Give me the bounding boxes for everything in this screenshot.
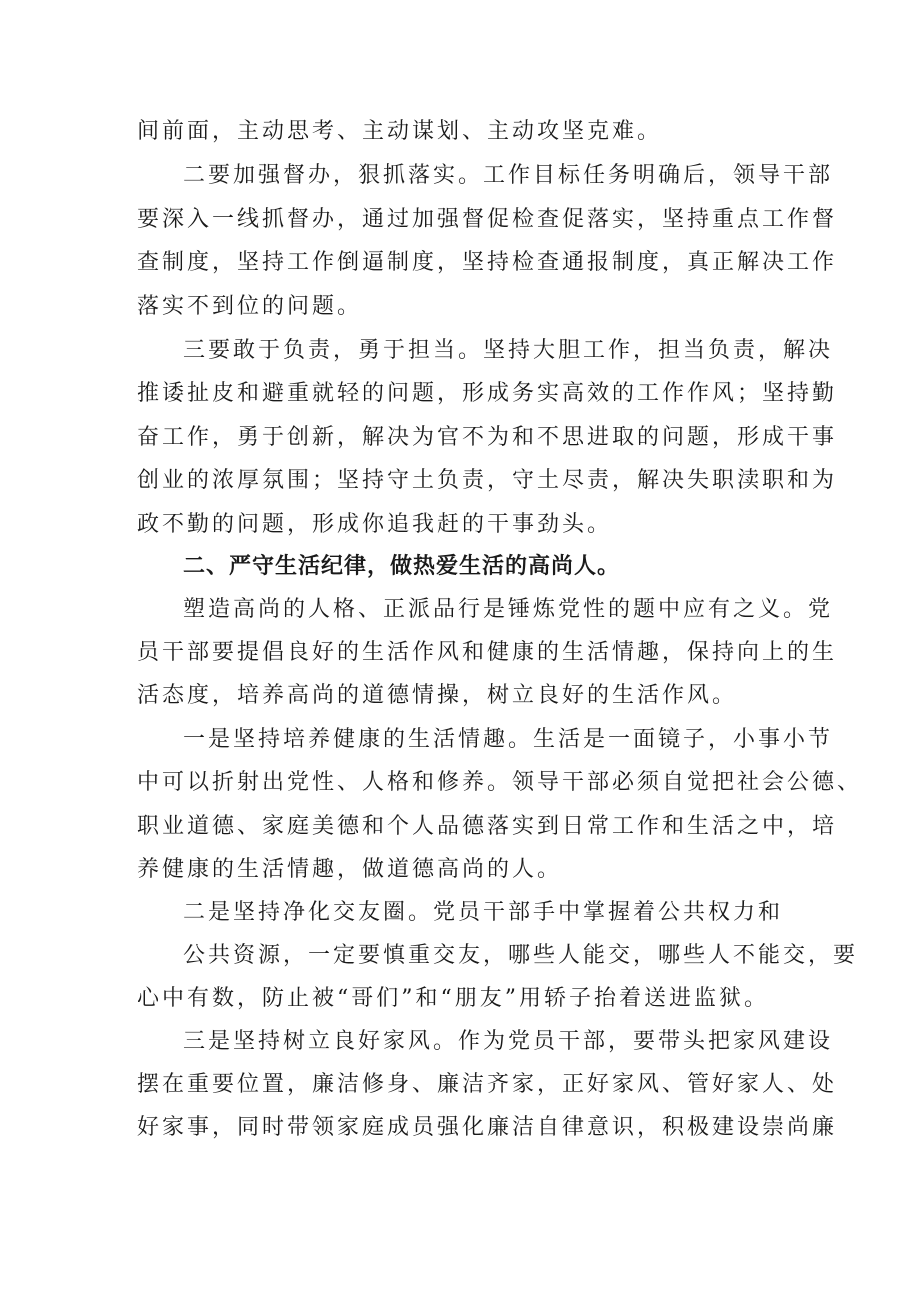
text-line: 好家事，同时带领家庭成员强化廉洁自律意识，积极建设崇尚廉 [137, 1115, 838, 1140]
text-line: 查制度，坚持工作倒逼制度，坚持检查通报制度，真正解决工作 [137, 250, 838, 275]
paragraph-first-line: 三要敢于负责，勇于担当。坚持大胆工作，担当负责，解决 [183, 338, 834, 363]
text-line: 养健康的生活情趣，做道德高尚的人。 [137, 857, 563, 882]
text-line: 公共资源，一定要慎重交友，哪些人能交，哪些人不能交，要 [183, 943, 859, 968]
text-line: 创业的浓厚氛围；坚持守土负责，守土尽责，解决失职渎职和为 [137, 468, 838, 493]
text-line: 摆在重要位置，廉洁修身、廉洁齐家，正好家风、管好家人、处 [137, 1072, 838, 1097]
paragraph-first-line: 二要加强督办，狠抓落实。工作目标任务明确后，领导干部 [183, 163, 834, 188]
text-line: 落实不到位的问题。 [137, 294, 363, 319]
text-line: 政不勤的问题，形成你追我赶的干事劲头。 [137, 512, 613, 537]
paragraph-first-line: 塑造高尚的人格、正派品行是锤炼党性的题中应有之义。党 [183, 597, 834, 622]
text-line: 员干部要提倡良好的生活作风和健康的生活情趣，保持向上的生 [137, 640, 838, 665]
text-line: 中可以折射出党性、人格和修养。领导干部必须自觉把社会公德、 [137, 770, 863, 795]
text-line: 职业道德、家庭美德和个人品德落实到日常工作和生活之中，培 [137, 814, 838, 839]
text-line: 心中有数，防止被“哥们”和“朋友”用轿子抬着送进监狱。 [137, 986, 769, 1011]
text-line: 推诿扯皮和避重就轻的问题，形成务实高效的工作作风；坚持勤 [137, 381, 838, 406]
section-heading: 二、严守生活纪律，做热爱生活的高尚人。 [183, 554, 621, 579]
text-line: 间前面，主动思考、主动谋划、主动攻坚克难。 [137, 119, 663, 144]
text-line: 要深入一线抓督办，通过加强督促检查促落实，坚持重点工作督 [137, 207, 838, 232]
text-line: 奋工作，勇于创新，解决为官不为和不思进取的问题，形成干事 [137, 425, 838, 450]
paragraph-first-line: 三是坚持树立良好家风。作为党员干部，要带头把家风建设 [183, 1029, 834, 1054]
paragraph-first-line: 一是坚持培养健康的生活情趣。生活是一面镜子，小事小节 [183, 727, 834, 752]
text-line: 活态度，培养高尚的道德情操，树立良好的生活作风。 [137, 683, 738, 708]
paragraph-first-line: 二是坚持净化交友圈。党员干部手中掌握着公共权力和 [183, 900, 784, 925]
